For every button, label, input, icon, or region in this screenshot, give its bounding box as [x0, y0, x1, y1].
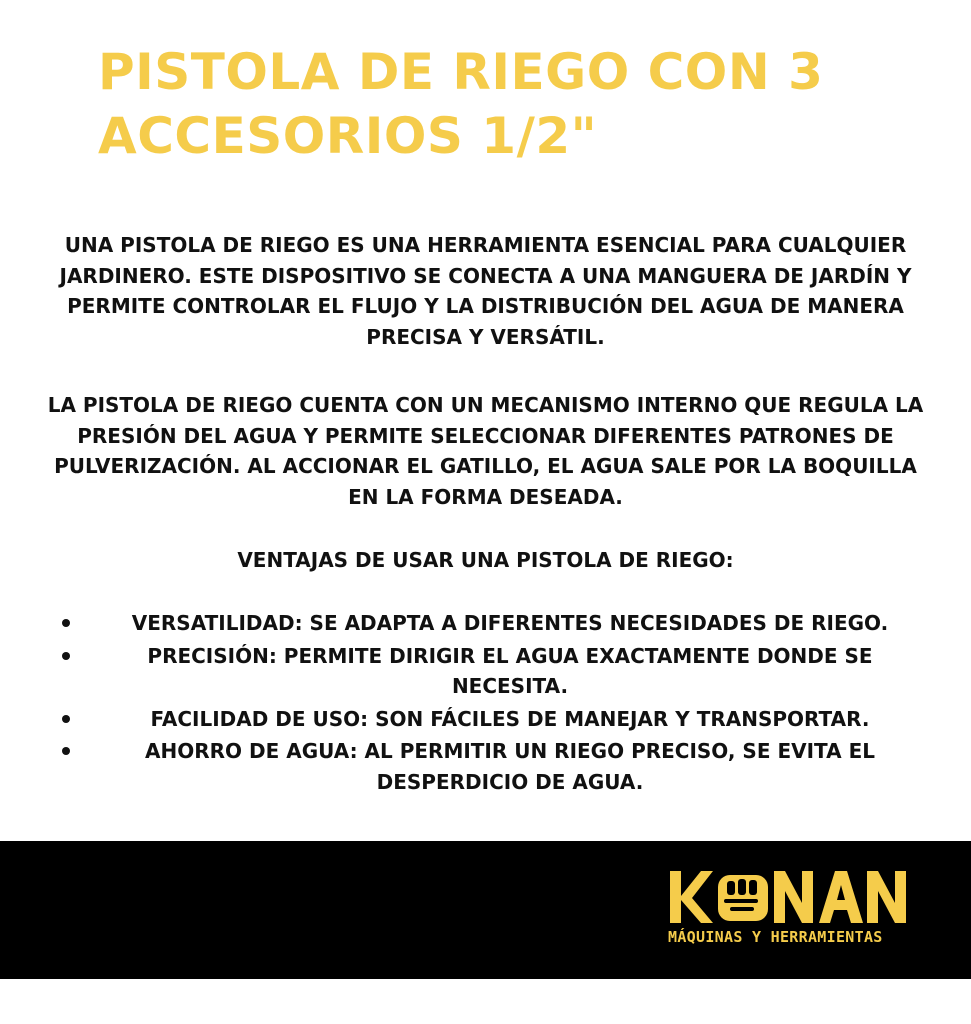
bullet-icon [62, 747, 70, 755]
konan-wordmark-icon [668, 869, 908, 925]
list-item [50, 641, 930, 702]
mechanism-paragraph: LA PISTOLA DE RIEGO CUENTA CON UN MECANISMO INTERNO QUE REGULA LA PRESIÓN DEL AGUA Y PERMITE SELECCIONAR DIFERENTES PATRONES DE PULVERIZACIÓN. AL ACCIONAR EL GATILLO, EL AGUA SALE POR LA BOQUILLA EN LA FORMA DESEADA. [47, 393, 924, 509]
benefits-list [50, 608, 930, 799]
bullet-icon [62, 619, 70, 627]
benefit-text: PRECISIÓN: PERMITE DIRIGIR EL AGUA EXACTAMENTE DONDE SE NECESITA. [147, 643, 873, 698]
page-title: PISTOLA DE RIEGO CON 3 ACCESORIOS 1/2" [98, 43, 824, 165]
benefit-text: VERSATILIDAD: SE ADAPTA A DIFERENTES NECESIDADES DE RIEGO. [131, 611, 889, 635]
benefits-heading: VENTAJAS DE USAR UNA PISTOLA DE RIEGO: [237, 548, 734, 572]
benefit-text: AHORRO DE AGUA: AL PERMITIR UN RIEGO PRECISO, SE EVITA EL DESPERDICIO DE AGUA. [145, 739, 875, 794]
list-item [50, 704, 930, 735]
bullet-icon [62, 652, 70, 660]
intro-paragraph: UNA PISTOLA DE RIEGO ES UNA HERRAMIENTA ESENCIAL PARA CUALQUIER JARDINERO. ESTE DISPOSITIVO SE CONECTA A UNA MANGUERA DE JARDÍN Y PERMITE CONTROLAR EL FLUJO Y LA DISTRIBUCIÓN DEL AGUA DE MANERA PRECISA Y VERSÁTIL. [59, 233, 912, 349]
logo-tagline: MÁQUINAS Y HERRAMIENTAS [668, 928, 883, 946]
list-item [50, 736, 930, 797]
brand-logo [668, 869, 913, 949]
bullet-icon [62, 715, 70, 723]
list-item [50, 608, 930, 639]
benefit-text: FACILIDAD DE USO: SON FÁCILES DE MANEJAR Y TRANSPORTAR. [150, 706, 870, 731]
